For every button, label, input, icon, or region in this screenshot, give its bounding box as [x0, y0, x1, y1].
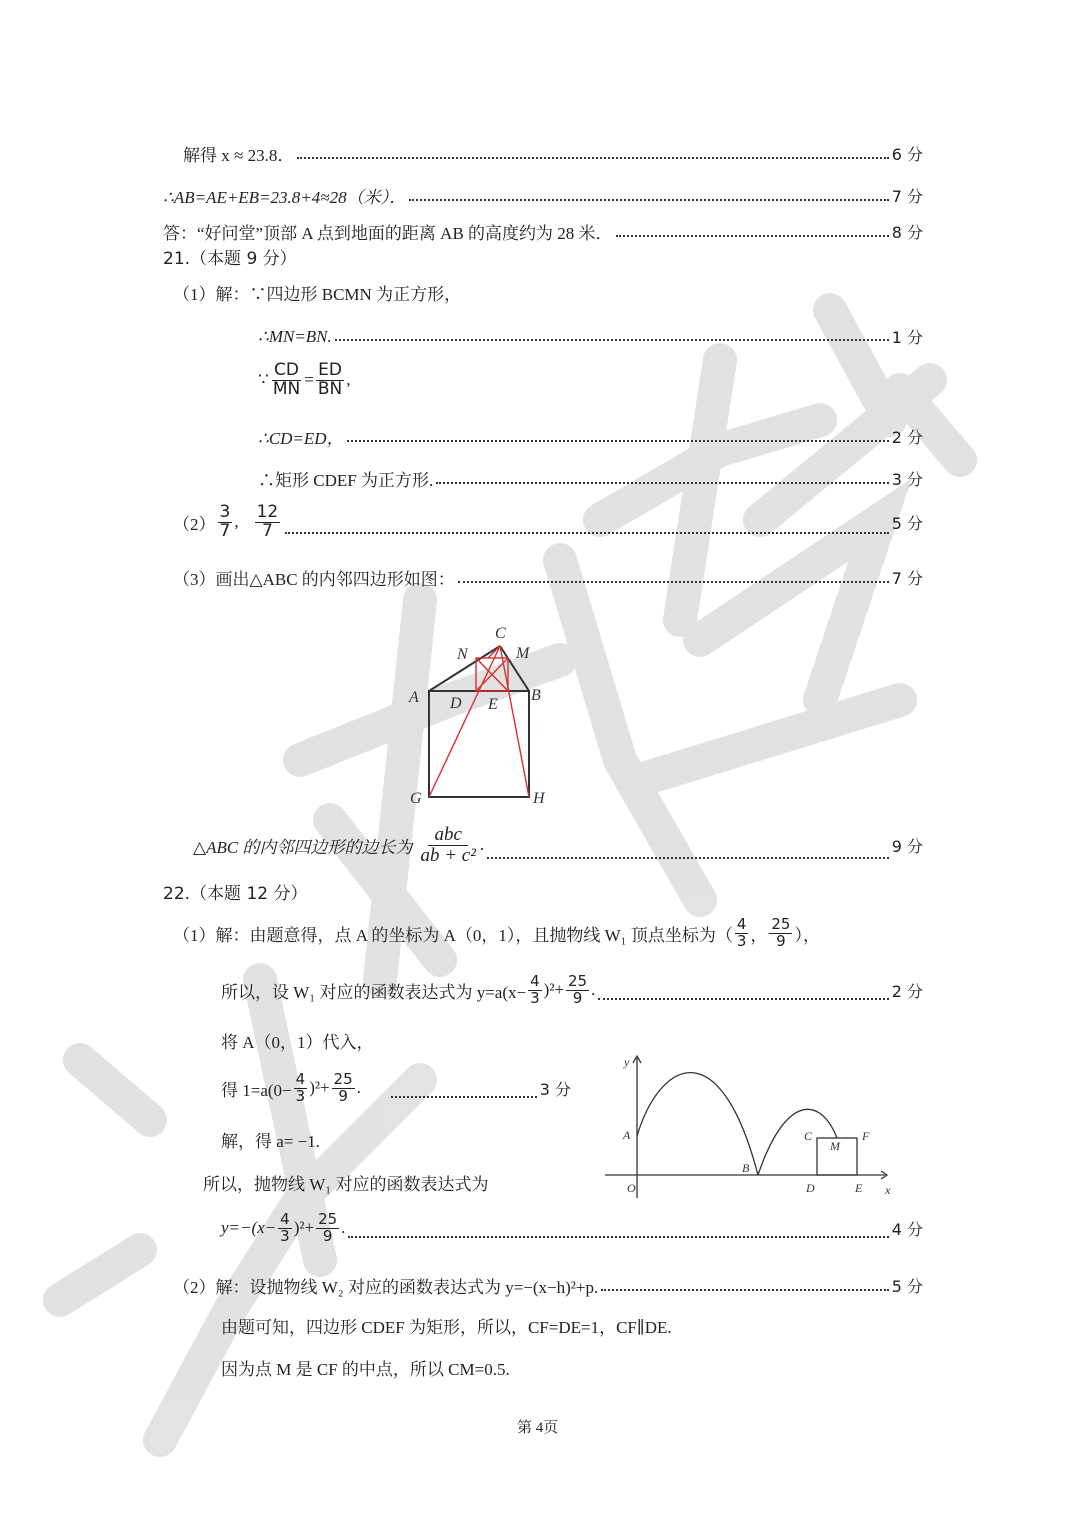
denominator: ab + c² — [420, 844, 476, 866]
line-text: ∴MN=BN. — [258, 326, 332, 346]
page-number: 第 4页 — [517, 1420, 559, 1436]
fraction-ed-bn — [316, 362, 344, 399]
numerator: CD — [274, 360, 299, 380]
line-text: （2）解：设抛物线 W₂ 对应的函数表达式为 y=−(x−h)²+p. — [173, 1278, 599, 1297]
q21-mn-bn — [258, 325, 923, 348]
parabola-w2 — [758, 1109, 837, 1175]
q22-substitute: 将 A（0，1）代入， — [221, 1033, 374, 1052]
fraction-cd-mn — [271, 362, 302, 399]
fraction-abc — [418, 825, 477, 866]
line-solution-x — [183, 141, 923, 166]
dot-leader — [409, 197, 889, 201]
fraction-25-9 — [566, 974, 589, 1007]
line-text: 所以，设 W₁ 对应的函数表达式为 y=a(x− — [221, 982, 527, 1002]
q21-cd-ed — [258, 424, 923, 449]
fraction-4-3 — [278, 1212, 292, 1245]
question-22-heading: 22.（本题 12 分） — [163, 884, 308, 904]
q22-part1-intro — [173, 917, 820, 950]
numerator: 25 — [771, 915, 791, 933]
q21-part3 — [173, 565, 923, 590]
fraction-25-9 — [332, 1072, 355, 1105]
operator: )²+ — [309, 1078, 330, 1098]
period: . — [341, 1218, 346, 1238]
line-answer — [163, 219, 923, 244]
denominator: 9 — [572, 988, 583, 1007]
fraction-12-7 — [255, 504, 281, 541]
numerator: 3 — [219, 502, 231, 522]
score: 2 分 — [891, 981, 923, 1001]
denominator: 7 — [261, 520, 273, 541]
denominator: 9 — [776, 931, 786, 950]
part-label: （2） — [173, 514, 216, 534]
q21-part1-intro: （1）解：∵四边形 BCMN 为正方形， — [173, 285, 462, 304]
dot-leader — [601, 1287, 888, 1291]
score: 7 分 — [891, 187, 923, 206]
label-e: E — [488, 696, 498, 713]
q21-side-length — [193, 825, 923, 866]
score: 7 分 — [891, 569, 923, 588]
q21-ratio-line — [258, 362, 350, 399]
score: 3 分 — [539, 1079, 571, 1099]
q22-w1-form — [221, 974, 923, 1007]
label-h: H — [533, 790, 545, 807]
label-g: G — [410, 790, 422, 807]
fraction-4-3 — [528, 974, 542, 1007]
fraction-25-9 — [316, 1212, 339, 1245]
dot-leader — [285, 530, 889, 534]
line-text: △ABC 的内邻四边形的边长为 — [193, 837, 413, 857]
line-text: 得 1=a(0− — [221, 1080, 292, 1100]
fraction-25-9 — [769, 917, 792, 950]
score: 9 分 — [891, 836, 923, 856]
label-c: C — [804, 1129, 813, 1143]
square-abhg — [429, 691, 529, 797]
line-text: ∴CD=ED， — [258, 429, 344, 448]
denominator: 3 — [295, 1086, 306, 1105]
score: 3 分 — [891, 470, 923, 489]
question-21-heading: 21.（本题 9 分） — [163, 249, 297, 269]
line-text: y=−(x− — [221, 1218, 277, 1238]
numerator: ED — [318, 360, 342, 380]
q22-equation — [221, 1072, 571, 1105]
denominator: 3 — [530, 988, 540, 1007]
figure-inner-quadrilateral — [400, 620, 570, 815]
denominator: MN — [272, 378, 301, 399]
comma: , — [346, 370, 351, 390]
numerator: 25 — [333, 1070, 353, 1088]
dot-leader — [487, 855, 889, 859]
q22-solve-a: 解，得 a= −1. — [221, 1132, 320, 1151]
numerator: 25 — [318, 1210, 338, 1228]
line-text: （3）画出△ABC 的内邻四边形如图： — [173, 570, 455, 589]
q22-w1-expression — [221, 1212, 923, 1245]
line-text: 解得 x ≈ 23.8． — [183, 146, 295, 165]
dot-leader — [391, 1094, 537, 1098]
separator: ， — [750, 925, 768, 945]
dot-leader — [458, 579, 889, 583]
denominator: BN — [317, 378, 343, 399]
denominator: 3 — [736, 931, 747, 950]
q22-part2 — [173, 1273, 923, 1298]
label-c: C — [495, 625, 506, 642]
dot-leader — [335, 337, 889, 341]
score: 8 分 — [891, 223, 923, 242]
dot-leader — [347, 438, 889, 442]
label-n: N — [457, 646, 468, 663]
q21-square — [258, 466, 923, 491]
suffix: ）， — [794, 925, 820, 945]
fraction-3-7 — [218, 504, 233, 541]
operator: )²+ — [543, 980, 565, 1000]
score: 5 分 — [891, 513, 923, 533]
fraction-4-3 — [294, 1072, 308, 1105]
line-text: 答：“好问堂”顶部 A 点到地面的距离 AB 的高度约为 28 米． — [163, 224, 613, 243]
label-a: A — [409, 689, 419, 706]
because-symbol: ∵ — [258, 370, 269, 390]
dot-leader — [348, 1234, 888, 1238]
numerator: 12 — [256, 502, 279, 522]
numerator: 4 — [736, 915, 747, 933]
q22-midpoint-fact: 因为点 M 是 CF 的中点，所以 CM=0.5. — [221, 1360, 510, 1379]
fraction-4-3 — [735, 917, 749, 950]
numerator: 4 — [280, 1210, 290, 1228]
operator: )²+ — [293, 1218, 315, 1238]
figure-parabolas — [600, 1050, 900, 1205]
label-e: E — [855, 1181, 863, 1195]
period: . — [479, 835, 485, 855]
q21-part2 — [173, 504, 923, 541]
score: 5 分 — [891, 1277, 923, 1296]
denominator: 3 — [280, 1226, 290, 1245]
score: 2 分 — [891, 428, 923, 447]
label-m: M — [516, 645, 530, 662]
line-text: ∴AB=AE+EB=23.8+4≈28（米）． — [163, 188, 407, 207]
line-ab-height — [163, 183, 923, 208]
denominator: 9 — [338, 1086, 348, 1105]
score: 4 分 — [891, 1219, 923, 1239]
line-text: （1）解：由题意得，点 A 的坐标为 A（0，1），且抛物线 W₁ 顶点坐标为（ — [173, 925, 733, 945]
numerator: 25 — [568, 972, 588, 990]
numerator: 4 — [530, 972, 540, 990]
label-d: D — [806, 1181, 815, 1195]
score: 6 分 — [891, 145, 923, 164]
dot-leader — [616, 233, 889, 237]
line-text: ∴矩形 CDEF 为正方形. — [258, 471, 434, 490]
label-y: y — [624, 1055, 630, 1069]
label-a: A — [623, 1128, 631, 1142]
dot-leader — [598, 996, 888, 1000]
q22-rectangle-fact: 由题可知，四边形 CDEF 为矩形，所以，CF=DE=1，CF∥DE. — [221, 1318, 672, 1337]
numerator: 4 — [295, 1070, 306, 1088]
equals-sign: = — [304, 370, 314, 390]
parabola-w1 — [637, 1073, 758, 1175]
period: . — [356, 1078, 361, 1098]
dot-leader — [297, 155, 888, 159]
dot-leader — [436, 480, 889, 484]
score: 1 分 — [891, 328, 923, 347]
denominator: 9 — [322, 1226, 333, 1245]
label-o: O — [627, 1181, 636, 1195]
q22-w1-expression-intro: 所以，抛物线 W₁ 对应的函数表达式为 — [203, 1175, 489, 1194]
label-d: D — [450, 695, 462, 712]
numerator: abc — [428, 825, 467, 846]
label-m: M — [830, 1139, 840, 1153]
denominator: 7 — [219, 520, 231, 541]
label-b: B — [531, 687, 541, 704]
separator: , — [234, 512, 239, 532]
label-b: B — [742, 1161, 750, 1175]
label-x: x — [885, 1183, 891, 1197]
label-f: F — [862, 1129, 870, 1143]
period: . — [591, 980, 596, 1000]
